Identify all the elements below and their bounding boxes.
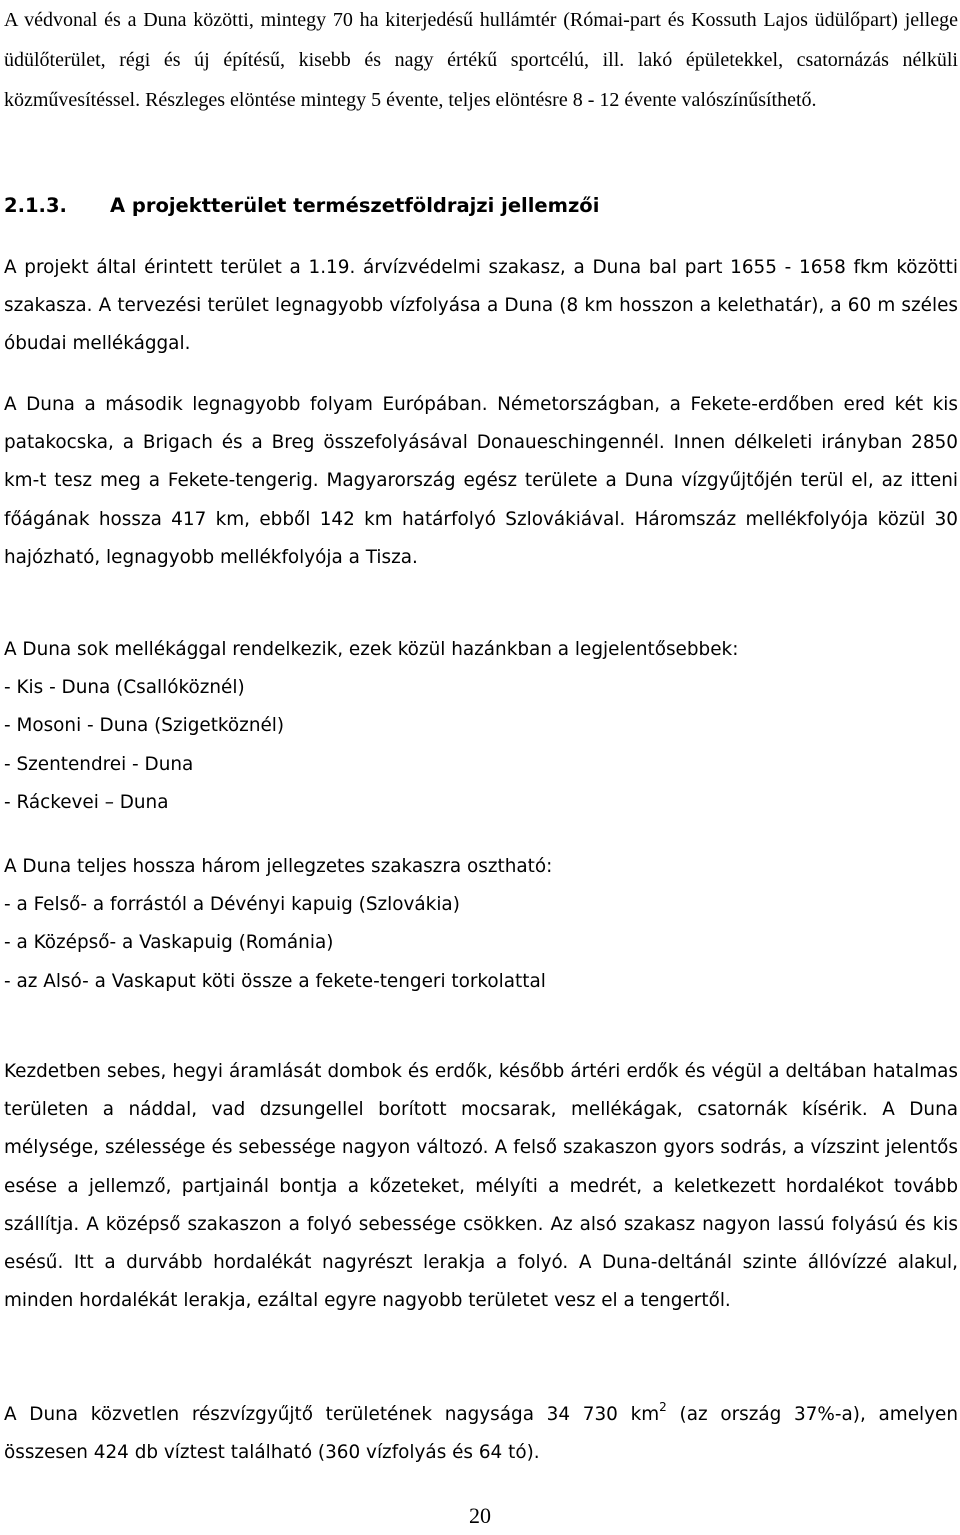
river-character-paragraph: Kezdetben sebes, hegyi áramlását dombok és erdők, később ártéri erdők és végül a deltában hatalmas területen a náddal, vad dzsungellel borított mocsarak, mellékágak, csatornák kísérik. A Duna mélysége, szélessége és sebessége nagyon változó. A felső szakaszon gyors sodrás, a vízszint jelentős esése a jellemző, partjainál bontja a kőzeteket, mélyíti a medrét, a keletkezett hordalékot tovább szállítja. A középső szakaszon a folyó sebessége csökken. Az alsó szakasz nagyon lassú folyású és kis esésű. Itt a durvább hordalékát nagyrészt lerakja a folyó. A Duna-deltánál szinte állóvízzé alakul, minden hordalékát lerakja, ezáltal egyre nagyobb területet vesz el a tengertől. <box>4 1061 958 1312</box>
list-item: - Szentendrei - Duna <box>4 753 194 775</box>
catchment-text-end: (az ország 37%-a), amelyen összesen 424 db víztest található (360 vízfolyás és 64 tó). <box>4 1404 958 1464</box>
list-item: - a Felső- a forrástól a Dévényi kapuig (Szlovákia) <box>4 894 460 916</box>
catchment-paragraph <box>4 1396 958 1472</box>
catchment-text-start: A Duna közvetlen részvízgyűjtő területének nagysága 34 730 km <box>4 1404 660 1425</box>
list-item: - Kis - Duna (Csallóköznél) <box>4 677 245 699</box>
tributaries-block <box>4 631 958 822</box>
list-item: - Ráckevei – Duna <box>4 791 169 813</box>
section-heading <box>4 186 958 226</box>
section-title: A projektterület természetföldrajzi jellemzői <box>110 194 600 217</box>
list-item: - a Középső- a Vaskapuig (Románia) <box>4 932 334 954</box>
page-number: 20 <box>469 1503 491 1528</box>
intro-paragraph: A védvonal és a Duna közötti, mintegy 70 ha kiterjedésű hullámtér (Római-part és Kossuth Lajos üdülőpart) jellege üdülőterület, régi és új építésű, kisebb és nagy értékű sportcélú, ill. lakó épületekkel, csatornázás nélküli közművesítéssel. Részleges elöntése mintegy 5 évente, teljes elöntésre 8 - 12 évente valószínűsíthető. <box>4 9 958 111</box>
list-item: - Mosoni - Duna (Szigetköznél) <box>4 715 285 737</box>
tributaries-intro: A Duna sok mellékággal rendelkezik, ezek közül hazánkban a legjelentősebbek: <box>4 639 739 660</box>
danube-overview-paragraph: A Duna a második legnagyobb folyam Európában. Németországban, a Fekete-erdőben ered két kis patakocska, a Brigach és a Breg összefolyásával Donaueschingennél. Innen délkeleti irányban 2850 km-t tesz meg a Fekete-tengerig. Magyarország egész területe a Duna vízgyűjtőjén terül el, az itteni főágának hossza 417 km, ebből 142 km határfolyó Szlovákiával. Háromszáz mellékfolyója közül 30 hajózható, legnagyobb mellékfolyója a Tisza. <box>4 394 958 568</box>
superscript-two: 2 <box>659 1400 667 1414</box>
river-sections-block <box>4 848 958 1001</box>
section-number: 2.1.3. <box>4 194 67 217</box>
list-item: - az Alsó- a Vaskaput köti össze a fekete-tengeri torkolattal <box>4 970 546 992</box>
project-area-paragraph: A projekt által érintett terület a 1.19. árvízvédelmi szakasz, a Duna bal part 1655 - 1658 fkm közötti szakasza. A tervezési terület legnagyobb vízfolyása a Duna (8 km hosszon a kelethatár), a 60 m széles óbudai mellékággal. <box>4 257 958 355</box>
river-sections-intro: A Duna teljes hossza három jellegzetes szakaszra osztható: <box>4 856 553 877</box>
